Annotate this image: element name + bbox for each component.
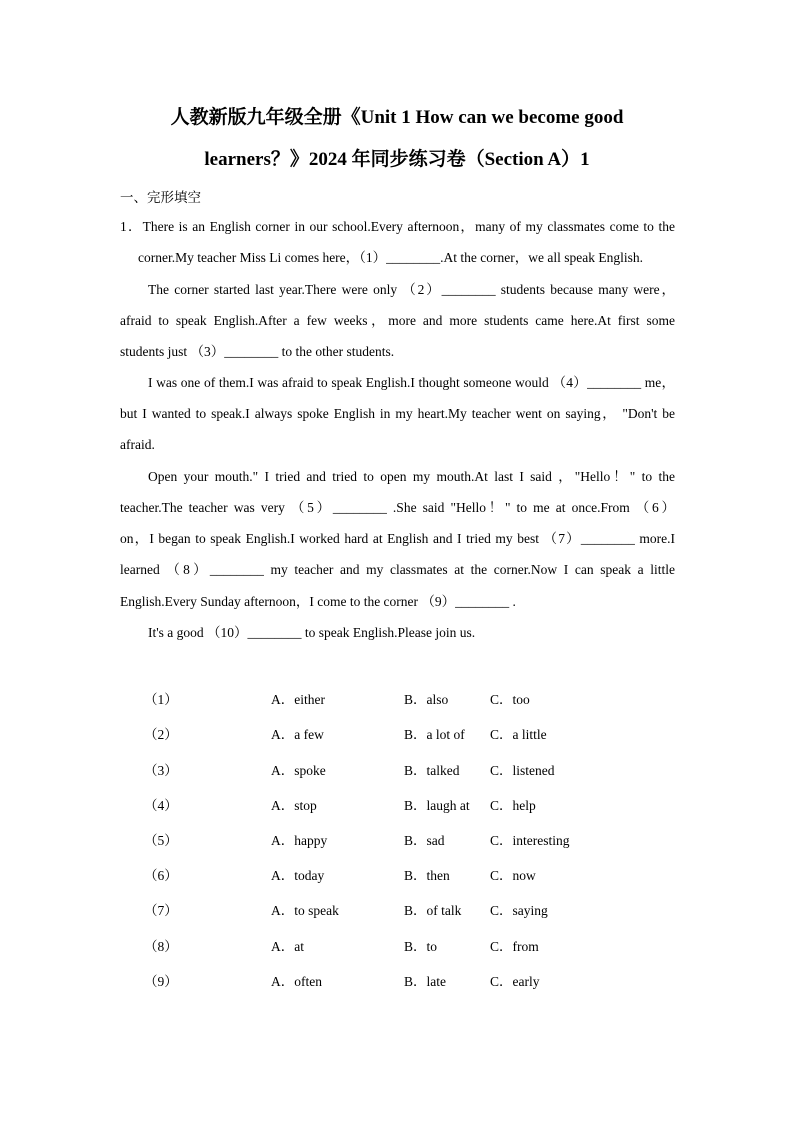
passage-line: It's a good （10）________ to speak English.Please join us. bbox=[148, 625, 476, 640]
option-b: B．laugh at bbox=[404, 798, 470, 813]
option-c: C．too bbox=[490, 692, 530, 707]
passage-line: learned （8）________ my teacher and my classmates at the corner.Now I can speak a little bbox=[120, 562, 675, 577]
option-c: C．listened bbox=[490, 763, 555, 778]
option-c: C．a little bbox=[490, 727, 547, 742]
passage-line: I was one of them.I was afraid to speak English.I thought someone would （4）________ me， bbox=[148, 375, 675, 390]
question-number: （2） bbox=[144, 727, 178, 742]
option-row bbox=[0, 935, 794, 955]
option-c: C．saying bbox=[490, 903, 548, 918]
option-a: A．stop bbox=[271, 798, 317, 813]
passage-line: English.Every Sunday afternoon，I come to the corner （9）________ . bbox=[120, 594, 516, 609]
option-a: A．happy bbox=[271, 833, 328, 848]
question-number: （3） bbox=[144, 763, 178, 778]
option-a: A．either bbox=[271, 692, 325, 707]
option-b: B．also bbox=[404, 692, 449, 707]
option-row bbox=[0, 829, 794, 849]
option-row bbox=[0, 723, 794, 743]
question-number: （8） bbox=[144, 939, 178, 954]
option-row bbox=[0, 688, 794, 708]
passage-line: The corner started last year.There were only （2）________ students because many were， bbox=[148, 282, 675, 297]
option-b: B．talked bbox=[404, 763, 460, 778]
section-heading: 一、完形填空 bbox=[120, 190, 201, 206]
question-number: （7） bbox=[144, 903, 178, 918]
option-c: C．now bbox=[490, 868, 536, 883]
option-row bbox=[0, 794, 794, 814]
option-a: A．at bbox=[271, 939, 304, 954]
passage-line: students just （3）________ to the other students. bbox=[120, 344, 395, 359]
option-b: B．sad bbox=[404, 833, 445, 848]
question-number: （1） bbox=[144, 692, 178, 707]
passage-line: teacher.The teacher was very （5）________ .She said "Hello！" to me at once.From （6） bbox=[120, 500, 675, 515]
option-a: A．today bbox=[271, 868, 325, 883]
passage-line: but I wanted to speak.I always spoke English in my heart.My teacher went on saying， "Don't be bbox=[120, 406, 675, 421]
question-number: （5） bbox=[144, 833, 178, 848]
document-title-line-1: 人教新版九年级全册《Unit 1 How can we become good bbox=[170, 107, 624, 128]
option-c: C．interesting bbox=[490, 833, 570, 848]
question-number: （6） bbox=[144, 868, 178, 883]
passage-line: corner.My teacher Miss Li comes here，（1）________.At the corner，we all speak English. bbox=[138, 250, 643, 265]
document-title-line-2: learners？》2024 年同步练习卷（Section A）1 bbox=[204, 149, 590, 170]
option-row bbox=[0, 759, 794, 779]
question-number: （4） bbox=[144, 798, 178, 813]
question-number: （9） bbox=[144, 974, 178, 989]
passage-line: on，I began to speak English.I worked hard at English and I tried my best （7）________ more.I bbox=[120, 531, 675, 546]
option-b: B．then bbox=[404, 868, 450, 883]
option-b: B．to bbox=[404, 939, 438, 954]
option-a: A．often bbox=[271, 974, 322, 989]
option-c: C．early bbox=[490, 974, 540, 989]
option-row bbox=[0, 970, 794, 990]
option-row bbox=[0, 864, 794, 884]
option-c: C．help bbox=[490, 798, 536, 813]
option-a: A．spoke bbox=[271, 763, 326, 778]
passage-line: afraid. bbox=[120, 437, 155, 452]
option-a: A．a few bbox=[271, 727, 324, 742]
option-b: B．of talk bbox=[404, 903, 462, 918]
passage-line: 1．There is an English corner in our school.Every afternoon，many of my classmates come to the bbox=[120, 219, 675, 234]
option-c: C．from bbox=[490, 939, 539, 954]
passage-line: Open your mouth." I tried and tried to open my mouth.At last I said ，"Hello！" to the bbox=[148, 469, 675, 484]
option-row bbox=[0, 899, 794, 919]
passage-line: afraid to speak English.After a few weeks，more and more students came here.At first some bbox=[120, 313, 675, 328]
option-a: A．to speak bbox=[271, 903, 339, 918]
option-b: B．a lot of bbox=[404, 727, 465, 742]
option-b: B．late bbox=[404, 974, 446, 989]
